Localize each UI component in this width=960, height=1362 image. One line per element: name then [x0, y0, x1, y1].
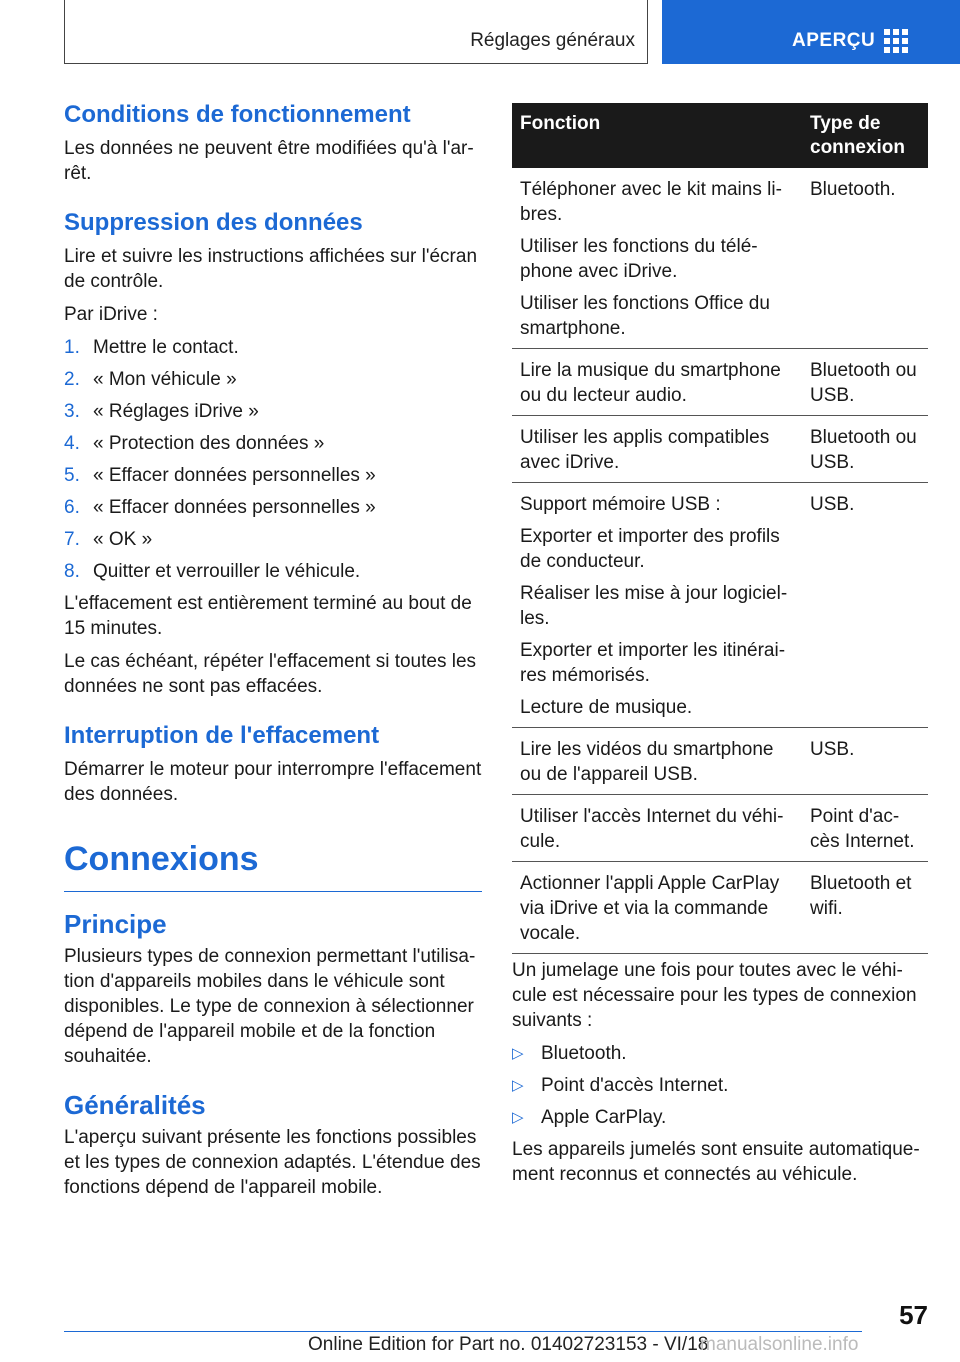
interruption-text: Démarrer le moteur pour interrompre l'effacement des données. [64, 759, 482, 805]
connection-cell: USB. [802, 483, 928, 728]
step-text: « Effacer données personnelles » [93, 497, 376, 518]
page-number: 57 [899, 1300, 928, 1330]
step-item [64, 495, 482, 520]
step-number: 7. [64, 529, 80, 550]
table-row [512, 168, 928, 349]
table-row [512, 728, 928, 795]
step-item [64, 559, 482, 584]
conditions-heading: Conditions de fonctionnement [64, 101, 411, 128]
connexions-rule [64, 891, 482, 892]
connection-cell: Bluetooth ou USB. [802, 416, 928, 483]
step-item [64, 367, 482, 392]
step-text: « Protection des données » [93, 433, 325, 454]
list-item [512, 1073, 926, 1098]
table-header-row [512, 103, 928, 168]
list-item-text: Point d'accès Internet. [541, 1075, 729, 1096]
triangle-bullet-icon: ▷ [512, 1077, 524, 1094]
suppression-after-2: Le cas échéant, répéter l'effacement si toutes les données ne sont pas effacées. [64, 651, 477, 697]
step-item [64, 463, 482, 488]
function-text: Lecture de musique. [520, 697, 693, 718]
function-text: Utiliser les fonctions Office du smartphone. [520, 293, 770, 339]
generalites-heading: Généralités [64, 1090, 206, 1120]
suppression-heading: Suppression des données [64, 209, 363, 236]
function-cell [512, 168, 802, 349]
principe-text: Plusieurs types de connexion permettant l'utilisation d'appareils mobiles dans le véhicule sont disponibles. Le type de connexion à sélectionner dépend de l'appareil mobile et de la fonction souhaitée. [64, 946, 476, 1067]
suppression-steps [64, 335, 482, 584]
header-fonction: Fonction [512, 103, 802, 168]
list-item-text: Apple CarPlay. [541, 1107, 667, 1128]
step-text: Quitter et verrouiller le véhicule. [93, 561, 361, 582]
overview-tab[interactable] [662, 0, 960, 64]
step-number: 5. [64, 465, 80, 486]
step-number: 4. [64, 433, 80, 454]
list-item-text: Bluetooth. [541, 1043, 627, 1064]
function-cell [512, 862, 802, 954]
left-column [64, 100, 482, 1208]
grid-icon [884, 29, 910, 53]
function-text: Exporter et importer les itinéraires mémorisés. [520, 640, 786, 686]
function-text: Utiliser les fonctions du téléphone avec iDrive. [520, 236, 758, 282]
function-cell [512, 728, 802, 795]
suppression-via: Par iDrive : [64, 304, 158, 325]
function-text: Téléphoner avec le kit mains libres. [520, 179, 782, 225]
step-text: « Effacer données personnelles » [93, 465, 376, 486]
function-cell [512, 483, 802, 728]
section-title: Réglages généraux [470, 30, 635, 51]
function-text: Réaliser les mise à jour logicielles. [520, 583, 788, 629]
function-text: Support mémoire USB : [520, 494, 721, 515]
suppression-after-1: L'effacement est entièrement terminé au bout de 15 minutes. [64, 593, 472, 639]
function-text: Actionner l'appli Apple CarPlay via iDrive et via la commande vocale. [520, 873, 780, 944]
conditions-text: Les données ne peuvent être modifiées qu'à l'arrêt. [64, 138, 474, 184]
step-number: 3. [64, 401, 80, 422]
step-text: « OK » [93, 529, 153, 550]
footer-edition: Online Edition for Part no. 01402723153 - VI/18 [308, 1334, 709, 1355]
function-cell [512, 349, 802, 416]
footer-rule [64, 1331, 862, 1332]
header-section-box [64, 0, 648, 64]
principe-heading: Principe [64, 909, 167, 939]
step-text: Mettre le contact. [93, 337, 239, 358]
list-item [512, 1105, 926, 1130]
step-item [64, 335, 482, 360]
watermark: manualsonline.info [700, 1334, 859, 1355]
connexions-heading: Connexions [64, 840, 259, 878]
step-number: 2. [64, 369, 80, 390]
connection-cell: Bluetooth. [802, 168, 928, 349]
step-number: 1. [64, 337, 80, 358]
list-item [512, 1041, 926, 1066]
function-cell [512, 416, 802, 483]
pairing-outro: Les appareils jumelés sont ensuite automatiquement reconnus et connectés au véhicule. [512, 1139, 920, 1185]
overview-tab-label: APERÇU [792, 30, 876, 51]
step-item [64, 431, 482, 456]
function-text: Lire la musique du smartphone ou du lecteur audio. [520, 360, 781, 406]
generalites-text: L'aperçu suivant présente les fonctions possibles et les types de connexion adaptés. L'étendue des fonctions dépend de l'appareil mobile. [64, 1127, 481, 1198]
suppression-intro: Lire et suivre les instructions affichées sur l'écran de contrôle. [64, 246, 478, 292]
table-row [512, 416, 928, 483]
connection-cell: Point d'accès Internet. [802, 795, 928, 862]
connection-cell: Bluetooth et wifi. [802, 862, 928, 954]
triangle-bullet-icon: ▷ [512, 1109, 524, 1126]
step-item [64, 399, 482, 424]
pairing-list [512, 1041, 926, 1130]
triangle-bullet-icon: ▷ [512, 1045, 524, 1062]
function-text: Utiliser l'accès Internet du véhicule. [520, 806, 784, 852]
interruption-heading: Interruption de l'effacement [64, 722, 380, 749]
step-number: 6. [64, 497, 80, 518]
connection-table [512, 103, 928, 954]
table-row [512, 349, 928, 416]
function-text: Utiliser les applis compatibles avec iDrive. [520, 427, 770, 473]
step-item [64, 527, 482, 552]
function-cell [512, 795, 802, 862]
table-row [512, 795, 928, 862]
function-text: Exporter et importer des profils de conducteur. [520, 526, 780, 572]
pairing-intro: Un jumelage une fois pour toutes avec le véhicule est nécessaire pour les types de connexion suivants : [512, 960, 917, 1031]
header-type-connexion: Type de connexion [802, 103, 928, 168]
step-number: 8. [64, 561, 80, 582]
connection-cell: USB. [802, 728, 928, 795]
step-text: « Réglages iDrive » [93, 401, 259, 422]
function-text: Lire les vidéos du smartphone ou de l'appareil USB. [520, 739, 774, 785]
connection-cell: Bluetooth ou USB. [802, 349, 928, 416]
table-row [512, 483, 928, 728]
right-column-text [512, 958, 926, 1195]
table-row [512, 862, 928, 954]
step-text: « Mon véhicule » [93, 369, 237, 390]
